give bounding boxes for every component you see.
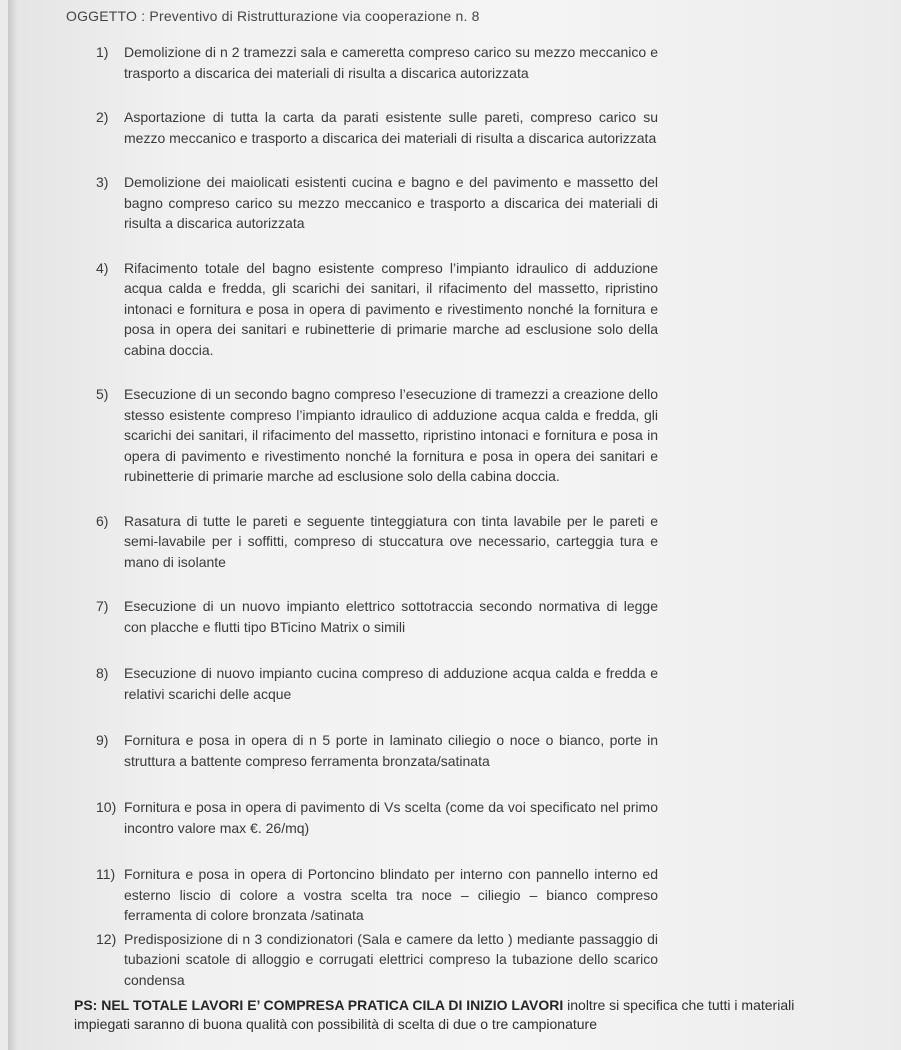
item-number: 11) <box>96 866 116 882</box>
item-text: Fornitura e posa in opera di n 5 porte in laminato ciliegio o noce o bianco, porte in struttura a battente compreso ferramenta bronzata/satinata <box>124 732 658 769</box>
item-text: Demolizione dei maiolicati esistenti cucina e bagno e del pavimento e massetto del bagno compreso carico su mezzo meccanico e trasporto a discarica dei materiali di risulta a discarica autorizzata <box>124 174 658 231</box>
item-number: 12) <box>96 930 117 947</box>
item-number: 2) <box>96 109 109 125</box>
item-text: Asportazione di tutta la carta da parati esistente sulle pareti, compreso carico su mezzo meccanico e trasporto a discarica dei materiali di risulta a discarica autorizzata <box>124 109 658 146</box>
item-text: Fornitura e posa in opera di Portoncino blindato per interno con pannello interno ed esterno liscio di colore a vostra scelta tra noce – ciliegio – bianco compreso ferramenta di colore bronzata /satinata <box>124 866 658 923</box>
postscript-bold: PS: NEL TOTALE LAVORI E’ COMPRESA PRATICA CILA DI INIZIO LAVORI <box>74 997 564 1013</box>
item-text: Fornitura e posa in opera di pavimento di Vs scelta (come da voi specificato nel primo incontro valore max €. 26/mq) <box>124 799 658 836</box>
list-item <box>96 384 658 487</box>
item-text: Predisposizione di n 3 condizionatori (Sala e camere da letto ) mediante passaggio di tubazioni scatole di alloggio e corrugati elettrici compreso la tubazione dello scarico condensa <box>124 930 658 988</box>
item-number: 7) <box>96 598 109 614</box>
list-item <box>96 258 658 361</box>
item-number: 9) <box>96 732 109 748</box>
list-item <box>96 172 658 234</box>
list-item <box>96 596 658 637</box>
item-text: Esecuzione di un nuovo impianto elettrico sottotraccia secondo normativa di legge con placche e flutti tipo BTicino Matrix o simili <box>124 598 658 635</box>
list-item <box>96 864 658 926</box>
document-page <box>8 0 893 1050</box>
item-number: 4) <box>96 259 109 276</box>
item-text: Demolizione di n 2 tramezzi sala e cameretta compreso carico su mezzo meccanico e trasporto a discarica dei materiali di risulta a discarica autorizzata <box>124 44 658 81</box>
list-item <box>96 107 658 148</box>
item-text: Rasatura di tutte le pareti e seguente tinteggiatura con tinta lavabile per le pareti e semi-lavabile per i soffitti, compreso di stuccatura ove necessario, carteggia tura e mano di isolante <box>124 512 658 570</box>
list-item <box>96 929 658 991</box>
item-text: Esecuzione di un secondo bagno compreso l’esecuzione di tramezzi a creazione dello stesso esistente compreso l’impianto idraulico di adduzione acqua calda e fredda, gli scarichi dei sanitari, il rifacimento del massetto, ripristino intonaci e fornitura e posa in opera di pavimento e rivestimento nonché la fornitura e posa in opera dei sanitari e rubinetterie di primarie marche ad esclusione solo della cabina doccia. <box>124 386 658 484</box>
item-text: Esecuzione di nuovo impianto cucina compreso di adduzione acqua calda e fredda e relativi scarichi delle acque <box>124 665 658 702</box>
item-number: 6) <box>96 512 109 529</box>
work-items-list <box>96 42 658 990</box>
document-subject: OGGETTO : Preventivo di Ristrutturazione via cooperazione n. 8 <box>66 8 480 24</box>
item-number: 5) <box>96 386 109 402</box>
item-number: 8) <box>96 665 109 681</box>
postscript-note <box>74 996 854 1034</box>
list-item <box>96 42 658 83</box>
item-number: 3) <box>96 174 109 190</box>
item-number: 10) <box>96 799 117 815</box>
list-item <box>96 511 658 573</box>
item-text: Rifacimento totale del bagno esistente compreso l’impianto idraulico di adduzione acqua calda e fredda, gli scarichi dei sanitari, il rifacimento del massetto, ripristino intonaci e fornitura e posa in opera di pavimento e rivestimento nonché la fornitura e posa in opera dei sanitari e rubinetterie di primarie marche ad esclusione solo della cabina doccia. <box>124 259 658 358</box>
list-item <box>96 730 658 771</box>
postscript-rest: inoltre si specifica che tutti i materiali impiegati saranno di buona qualità con possibilità di scelta di due o tre campionature <box>74 997 795 1032</box>
list-item <box>96 797 658 838</box>
item-number: 1) <box>96 44 109 60</box>
page-edge-shadow <box>8 0 18 1050</box>
list-item <box>96 663 658 704</box>
